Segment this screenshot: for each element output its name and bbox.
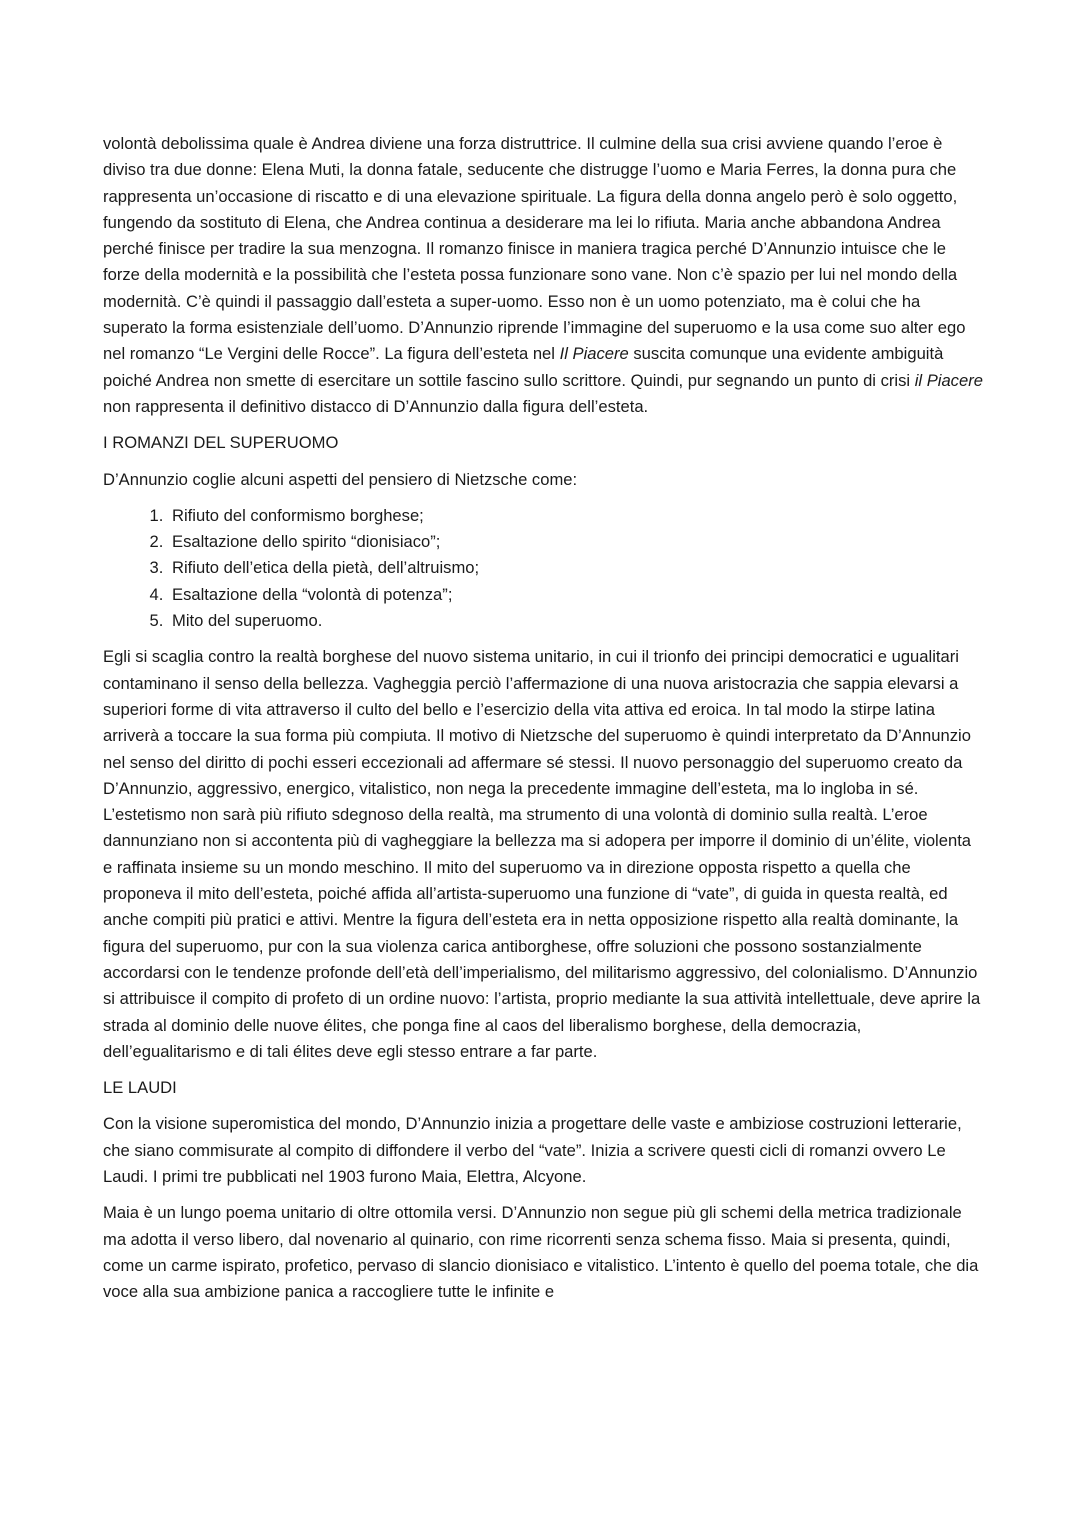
paragraph-nietzsche-intro: D’Annunzio coglie alcuni aspetti del pensiero di Nietzsche come: <box>103 469 578 489</box>
list-item: 5. Mito del superuomo. <box>168 608 983 634</box>
section-heading-laudi: LE LAUDI <box>103 1078 177 1098</box>
section-heading-superuomo: I ROMANZI DEL SUPERUOMO <box>103 433 339 453</box>
italic-title: il Piacere <box>914 370 983 390</box>
italic-title: Il Piacere <box>559 344 629 364</box>
list-item: 4. Esaltazione della “volontà di potenza”; <box>168 582 983 608</box>
paragraph-andrea-crisis <box>103 131 983 420</box>
list-item: 1. Rifiuto del conformismo borghese; <box>168 503 983 529</box>
paragraph-superuomo: Egli si scaglia contro la realtà borghese del nuovo sistema unitario, in cui il trionfo dei principi democratici e ugualitari contaminano il senso della bellezza. Vagheggia perciò l’affermazione di una nuova aristocrazia che sappia elevarsi a superiori forme di vita attraverso il culto del bello e l’esercizio della vita attiva ed eroica. In tal modo la stirpe latina arriverà a toccare la sua forma più compiuta. Il motivo di Nietzsche del superuomo è quindi interpretato da D’Annunzio nel senso del diritto di pochi esseri eccezionali ad affermare sé stessi. Il nuovo personaggio del superuomo creato da D’Annunzio, aggressivo, energico, vitalistico, non nega la precedente immagine dell’esteta, ma lo ingloba in sé. L’estetismo non sarà più rifiuto sdegnoso della realtà, ma strumento di una volontà di dominio sulla realtà. L’eroe dannunziano non si accontenta più di vagheggiare la bellezza ma si adopera per imporre il dominio di un’élite, violenta e raffinata insieme su un mondo meschino. Il mito del superuomo va in direzione opposta rispetto a quella che proponeva il mito dell’esteta, poiché affida all’artista-superuomo una funzione di “vate”, di guida in questa realtà, ed anche compiti più pratici e attivi. Mentre la figura dell’esteta era in netta opposizione rispetto alla realtà dominante, la figura del superuomo, pur con la sua violenza carica antiborghese, offre soluzioni che possono sostanzialmente accordarsi con le tendenze profonde dell’età dell’imperialismo, del militarismo aggressivo, del colonialismo. D’Annunzio si attribuisce il compito di profeto di un ordine nuovo: l’artista, proprio mediante la sua attività intellettuale, deve aprire la strada al dominio delle nuove élites, che ponga fine al caos del liberalismo borghese, della democrazia, dell’egualitarismo e di tali élites deve egli stesso entrare a far parte. <box>103 647 981 1061</box>
nietzsche-aspects-list <box>103 503 983 634</box>
list-item: 2. Esaltazione dello spirito “dionisiaco”; <box>168 529 983 555</box>
list-item: 3. Rifiuto dell’etica della pietà, dell’altruismo; <box>168 555 983 581</box>
paragraph-text: non rappresenta il definitivo distacco di D’Annunzio dalla figura dell’esteta. <box>103 396 649 416</box>
paragraph-laudi-intro: Con la visione superomistica del mondo, D’Annunzio inizia a progettare delle vaste e ambiziose costruzioni letterarie, che siano commisurate al compito di diffondere il verbo del “vate”. Inizia a scrivere questi cicli di romanzi ovvero Le Laudi. I primi tre pubblicati nel 1903 furono Maia, Elettra, Alcyone. <box>103 1114 962 1186</box>
paragraph-text: suscita comunque una evidente ambiguità poiché Andrea non smette di esercitare un sottile fascino sullo scrittore. Quindi, pur segnando un punto di crisi <box>103 344 944 390</box>
paragraph-text: volontà debolissima quale è Andrea diviene una forza distruttrice. Il culmine della sua crisi avviene quando l’eroe è diviso tra due donne: Elena Muti, la donna fatale, seducente che distrugge l’uomo e Maria Ferres, la donna pura che rappresenta un’occasione di riscatto e di una elevazione spirituale. La figura della donna angelo però è solo oggetto, fungendo da sostituto di Elena, che Andrea continua a desiderare ma lei lo rifiuta. Maria anche abbandona Andrea perché finisce per tradire la sua menzogna. Il romanzo finisce in maniera tragica perché D’Annunzio intuisce che le forze della modernità e la possibilità che l’esteta possa funzionare sono vane. Non c’è spazio per lui nel mondo della modernità. C’è quindi il passaggio dall’esteta a super-uomo. Esso non è un uomo potenziato, ma è colui che ha superato la forma esistenziale dell’uomo. D’Annunzio riprende l’immagine del superuomo e la usa come suo alter ego nel romanzo “Le Vergini delle Rocce”. La figura dell’esteta nel <box>103 134 966 364</box>
document-page <box>103 131 983 1315</box>
paragraph-maia: Maia è un lungo poema unitario di oltre ottomila versi. D’Annunzio non segue più gli schemi della metrica tradizionale ma adotta il verso libero, dal novenario al quinario, con rime ricorrenti senza schema fisso. Maia si presenta, quindi, come un carme ispirato, profetico, pervaso di slancio dionisiaco e vitalistico. L’intento è quello del poema totale, che dia voce alla sua ambizione panica a raccogliere tutte le infinite e <box>103 1203 979 1302</box>
